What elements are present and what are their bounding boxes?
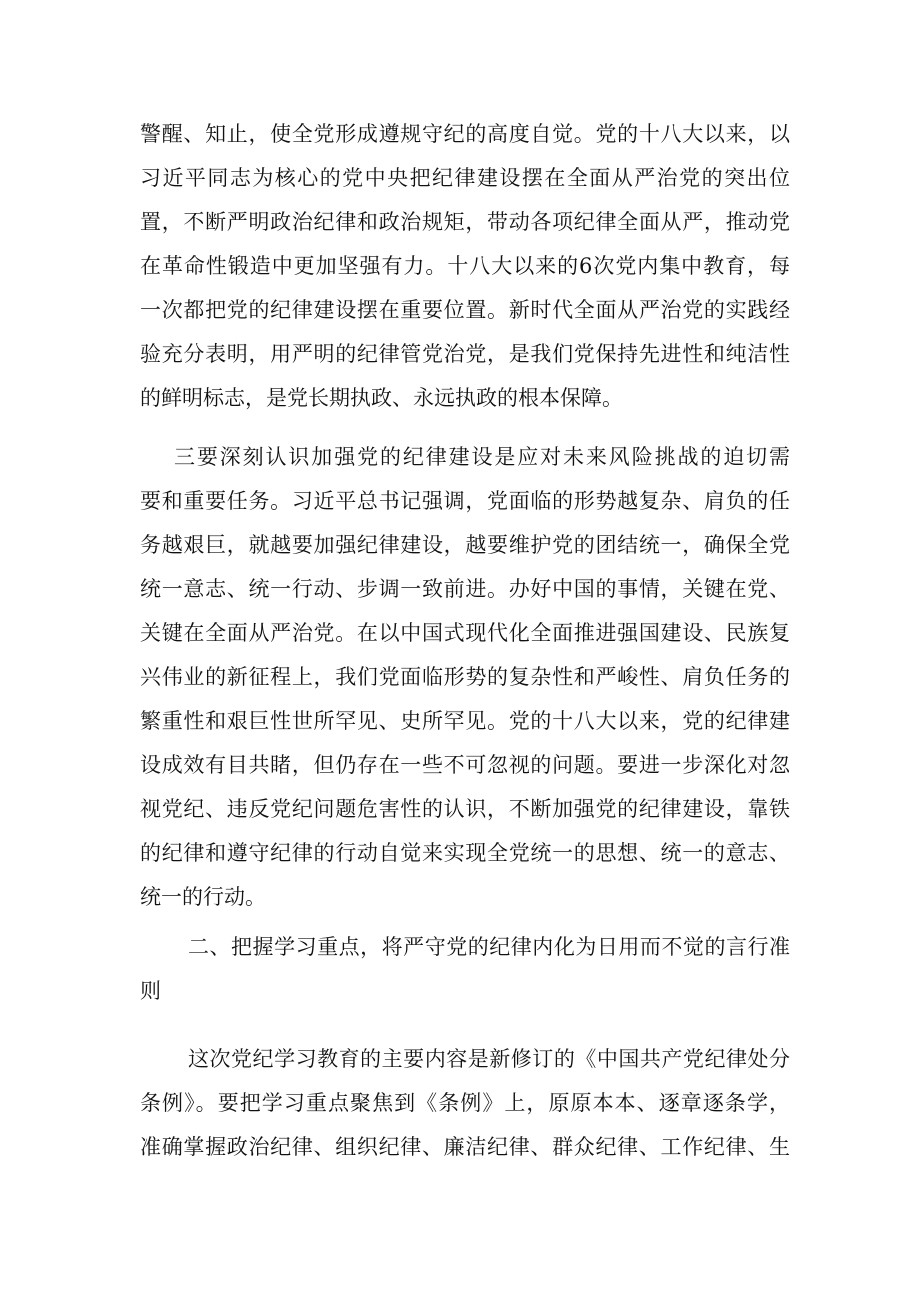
text-line: 的纪律和遵守纪律的行动自觉来实现全党统一的思想、统一的意志、 [140,841,790,865]
text-line: 兴伟业的新征程上，我们党面临形势的复杂性和严峻性、肩负任务的 [140,665,790,689]
text-line: 繁重性和艰巨性世所罕见、史所罕见。党的十八大以来，党的纪律建 [140,709,790,733]
paragraph-point-three [140,435,790,919]
section-heading-two [140,925,790,1013]
text-line: 警醒、知止，使全党形成遵规守纪的高度自觉。党的十八大以来，以 [140,122,790,146]
text-line: 关键在全面从严治党。在以中国式现代化全面推进强国建设、民族复 [140,621,790,645]
text-line: 务越艰巨，就越要加强纪律建设，越要维护党的团结统一，确保全党 [140,533,790,557]
heading-line: 二、把握学习重点，将严守党的纪律内化为日用而不觉的言行准 [188,935,790,959]
text-line: 习近平同志为核心的党中央把纪律建设摆在全面从严治党的突出位 [140,166,790,190]
text-line: 设成效有目共睹，但仍存在一些不可忽视的问题。要进一步深化对忽 [140,753,790,777]
text-line: 统一的行动。 [140,885,266,909]
text-line: 准确掌握政治纪律、组织纪律、廉洁纪律、群众纪律、工作纪律、生 [140,1135,790,1159]
text-line: 统一意志、统一行动、步调一致前进。办好中国的事情，关键在党、 [140,577,790,601]
paragraph-study-focus [140,1037,790,1169]
text-line: 一次都把党的纪律建设摆在重要位置。新时代全面从严治党的实践经 [140,298,790,322]
text-line: 视党纪、违反党纪问题危害性的认识，不断加强党的纪律建设，靠铁 [140,797,790,821]
text-line: 要和重要任务。习近平总书记强调，党面临的形势越复杂、肩负的任 [140,489,790,513]
heading-line: 则 [140,979,161,1003]
text-line: 在革命性锻造中更加坚强有力。十八大以来的6次党内集中教育，每 [140,254,790,278]
text-line: 这次党纪学习教育的主要内容是新修订的《中国共产党纪律处分 [188,1047,790,1071]
text-line: 三要深刻认识加强党的纪律建设是应对未来风险挑战的迫切需 [174,445,790,469]
paragraph-discipline-history [140,112,790,420]
text-line: 置，不断严明政治纪律和政治规矩，带动各项纪律全面从严，推动党 [140,210,790,234]
text-line: 验充分表明，用严明的纪律管党治党，是我们党保持先进性和纯洁性 [140,342,790,366]
text-line: 条例》。要把学习重点聚焦到《条例》上，原原本本、逐章逐条学， [140,1091,790,1115]
text-line: 的鲜明标志，是党长期执政、永远执政的根本保障。 [140,386,623,410]
